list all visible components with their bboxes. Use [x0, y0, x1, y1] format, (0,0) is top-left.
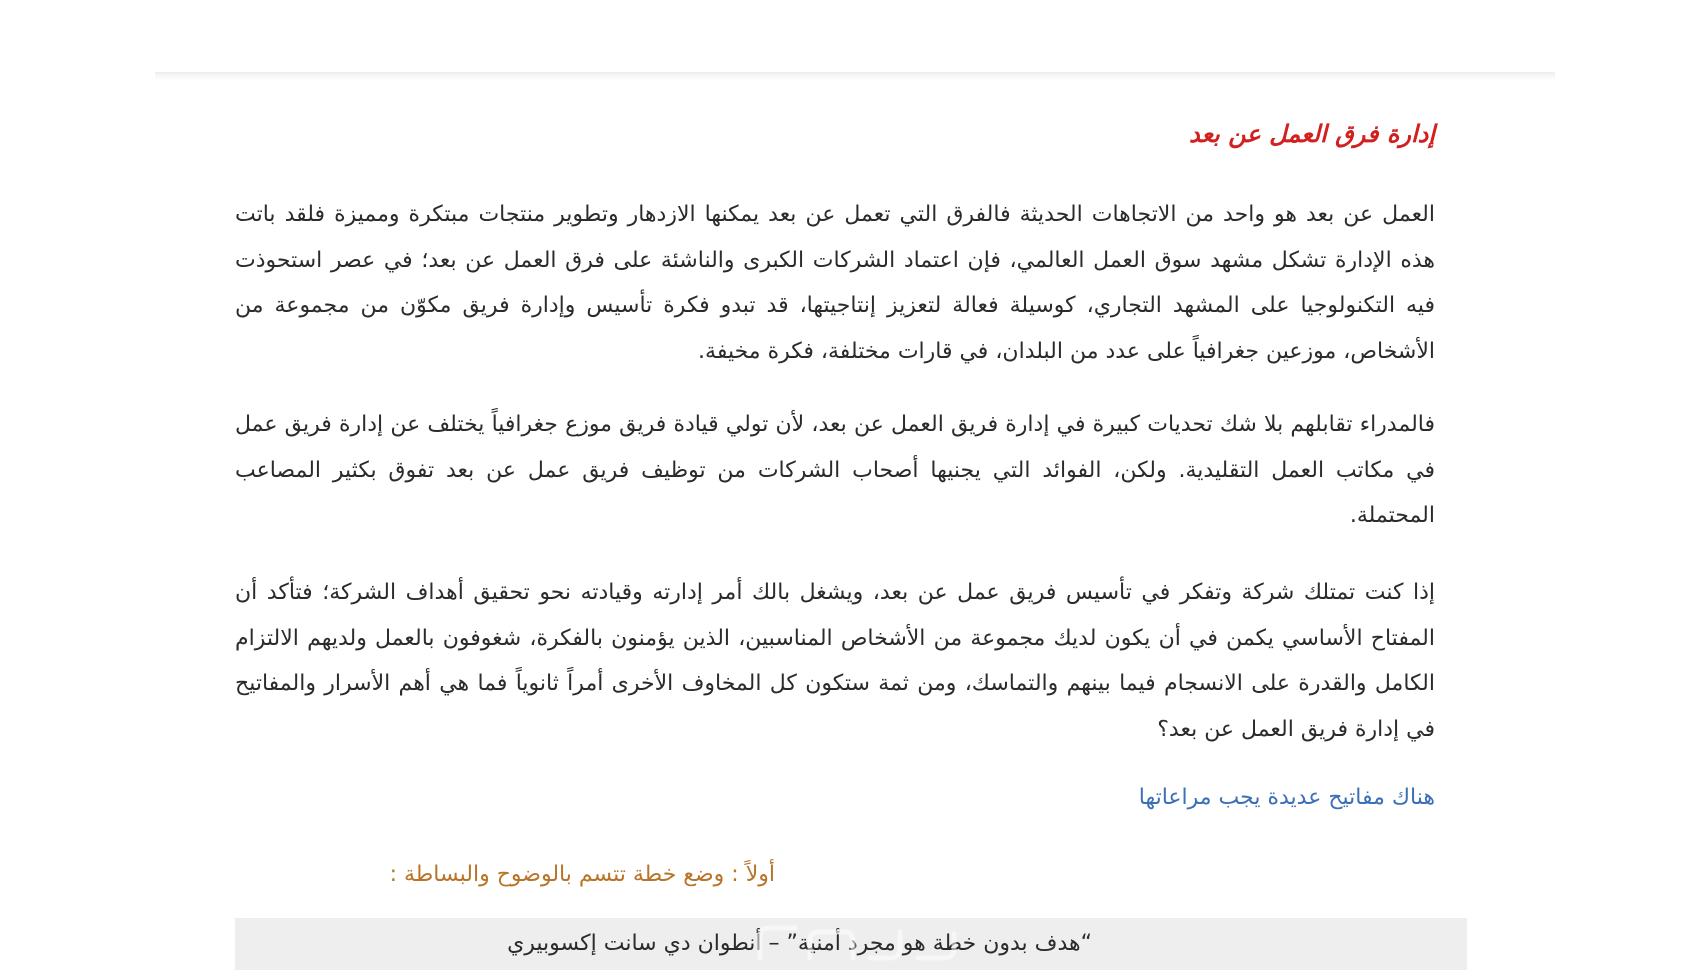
quote-box — [235, 918, 1467, 970]
article-paragraph-1: العمل عن بعد هو واحد من الاتجاهات الحديثة فالفرق التي تعمل عن بعد يمكنها الازدهار وتطوير منتجات مبتكرة ومميزة فلقد باتت هذه الإدارة تشكل مشهد سوق العمل العالمي، فإن اعتماد الشركات الكبرى والناشئة على فرق العمل عن بعد؛ في عصر استحوذت فيه التكنولوجيا على المشهد التجاري، كوسيلة فعالة لتعزيز إنتاجيتها، قد تبدو فكرة تأسيس وإدارة فريق مكوّن من مجموعة من الأشخاص، موزعين جغرافياً على عدد من البلدان، في قارات مختلفة، فكرة مخيفة. — [235, 202, 1435, 364]
article-title: إدارة فرق العمل عن بعد — [1189, 119, 1435, 148]
article-paragraph-2: فالمدراء تقابلهم بلا شك تحديات كبيرة في إدارة فريق العمل عن بعد، لأن تولي قيادة فريق موزع جغرافياً يختلف عن إدارة فريق عمل في مكاتب العمل التقليدية. ولكن، الفوائد التي يجنيها أصحاب الشركات من توظيف فريق عمل عن بعد تفوق بكثير المصاعب المحتملة. — [235, 412, 1435, 528]
article-body — [235, 112, 1435, 887]
article-paragraph-3: إذا كنت تمتلك شركة وتفكر في تأسيس فريق عمل عن بعد، ويشغل بالك أمر إدارته وقيادته نحو تحقيق أهداف الشركة؛ فتأكد أن المفتاح الأساسي يكمن في أن يكون لديك مجموعة من الأشخاص المناسبين، الذين يؤمنون بالفكرة، شغوفون بالعمل ولديهم الالتزام الكامل والقدرة على الانسجام فيما بينهم والتماسك، ومن ثمة ستكون كل المخاوف الأخرى أمراً ثانوياً فما هي أهم الأسرار والمفاتيح في إدارة فريق العمل عن بعد؟ — [235, 580, 1435, 742]
first-point-heading: أولاً : وضع خطة تتسم بالوضوح والبساطة : — [389, 862, 775, 887]
top-divider — [155, 72, 1555, 81]
quote-text: “هدف بدون خطة هو مجرد أمنية” – أنطوان دي سانت إكسوبيري — [507, 931, 1092, 956]
keys-section-link[interactable]: هناك مفاتيح عديدة يجب مراعاتها — [1138, 785, 1435, 810]
